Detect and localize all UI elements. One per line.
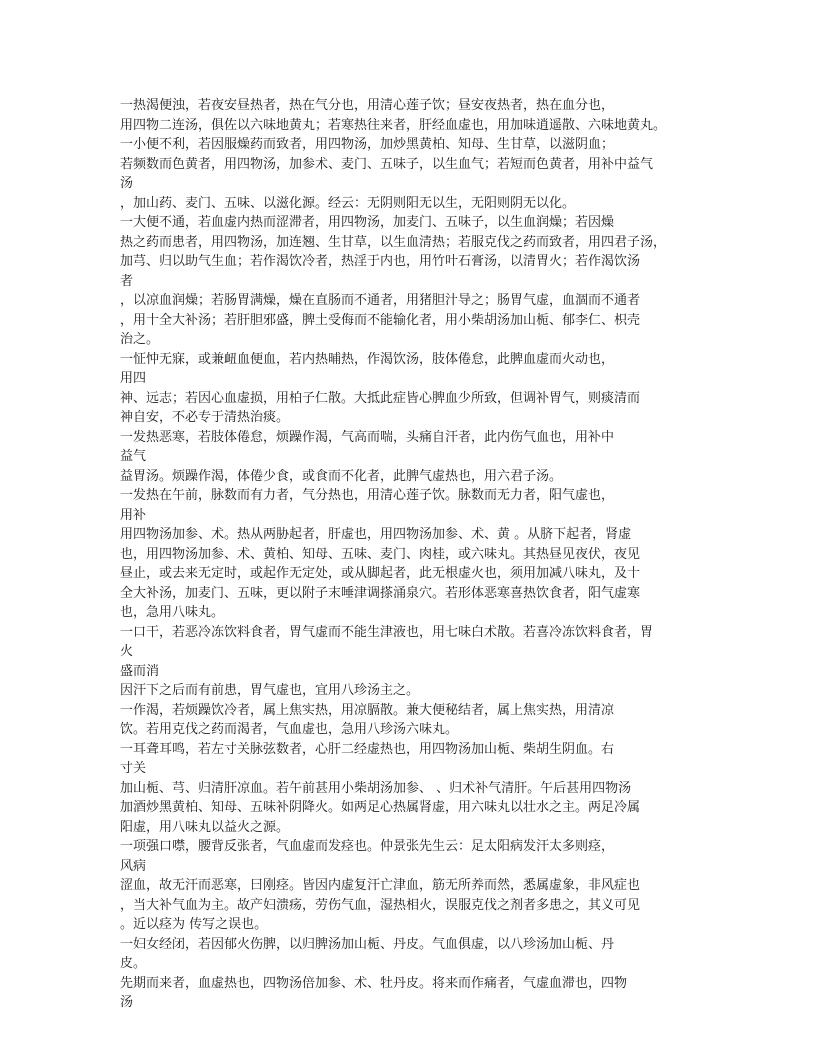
text-line: 一热渴便浊，若夜安昼热者，热在气分也，用清心莲子饮；昼安夜热者，热在血分也， — [120, 98, 615, 113]
text-line: ，加山药、麦门、五味、以滋化源。经云：无阴则阳无以生，无阳则阴无以化。 — [120, 195, 576, 211]
text-line: 热之药而患者，用四物汤，加连翘、生甘草，以生血清热；若服克伐之药而致者，用四君子汤， — [120, 234, 667, 250]
text-line: 一项强口噤，腰背反张者，气血虚而发痉也。仲景张先生云：足太阳病发汗太多则痉， — [120, 839, 615, 854]
text-line: 用四物汤加参、术。热从两胁起者，肝虚也，用四物汤加参、术、黄 。从脐下起者，肾虚 — [120, 527, 632, 542]
text-line: 火 — [120, 644, 134, 659]
text-line: ，用十全大补汤；若肝胆邪盛，脾土受侮而不能输化者，用小柴胡汤加山栀、郁李仁、枳壳 — [120, 312, 641, 328]
text-line: 一大便不通，若血虚内热而涩滞者，用四物汤，加麦门、五味子，以生血润燥；若因燥 — [120, 215, 615, 230]
text-line: 神自安，不必专于清热治痰。 — [120, 410, 290, 425]
text-line: 一怔忡无寐，或兼衄血便血，若内热晡热，作渴饮汤，肢体倦怠，此脾血虚而火动也， — [120, 351, 615, 367]
text-line: 先期而来者，血虚热也，四物汤倍加参、术、牡丹皮。将来而作痛者，气虚血滞也，四物 — [120, 975, 628, 991]
text-line: ，当大补气血为主。故产妇溃疡，劳伤气血，湿热相火，误服克伐之剂者多患之，其义可见 — [120, 897, 641, 913]
text-line: 一小便不利，若因服燥药而致者，用四物汤，加炒黑黄柏、知母、生甘草，以滋阴血； — [120, 137, 615, 152]
text-line: 用四 — [120, 371, 147, 386]
text-line: 益气 — [120, 449, 147, 464]
text-line: 因汗下之后而有前患，胃气虚也，宜用八珍汤主之。 — [120, 683, 420, 698]
text-line: 者 — [120, 273, 134, 289]
text-line: 神、远志；若因心血虚损，用柏子仁散。大抵此症皆心脾血少所致，但调补胃气，则痰清而 — [120, 390, 641, 406]
text-line: 也，急用八味丸。 — [120, 605, 225, 620]
text-line: 加酒炒黑黄柏、知母、五味补阴降火。如两足心热属肾虚，用六味丸以壮水之主。两足冷属 — [120, 800, 641, 815]
text-line: 一妇女经闭，若因郁火伤脾，以归脾汤加山栀、丹皮。气血俱虚，以八珍汤加山栀、丹 — [120, 936, 615, 952]
text-line: 寸关 — [120, 761, 147, 776]
text-line: 盛而消 — [120, 663, 160, 679]
text-line: 汤 — [120, 995, 134, 1010]
text-line: 也，用四物汤加参、术、黄柏、知母、五味、麦门、肉桂，或六味丸。其热昼见夜伏，夜见 — [120, 546, 641, 562]
text-line: 风病 — [120, 858, 147, 874]
text-line: 。近以痉为 传写之误也。 — [120, 917, 268, 932]
text-line: 一耳聋耳鸣，若左寸关脉弦数者，心肝二经虚热也，用四物汤加山栀、柴胡生阴血。右 — [120, 741, 615, 757]
text-line: 汤 — [120, 176, 134, 191]
text-line: ，以凉血润燥；若肠胃满燥，燥在直肠而不通者，用猪胆汁导之；肠胃气虚，血涸而不通者 — [120, 293, 641, 308]
text-line: 益胃汤。烦躁作渴，体倦少食，或食而不化者，此脾气虚热也，用六君子汤。 — [120, 468, 563, 484]
text-line: 治之。 — [120, 332, 160, 347]
text-line: 一口干，若恶冷冻饮料食者，胃气虚而不能生津液也，用七味白术散。若喜冷冻饮料食者，胃 — [120, 624, 654, 640]
text-line: 用补 — [120, 507, 147, 523]
text-line: 加芎、归以助气生血；若作渴饮冷者，热淫于内也，用竹叶石膏汤，以清胃火；若作渴饮汤 — [120, 254, 641, 269]
document-text-body — [120, 96, 700, 1013]
text-line: 阳虚，用八味丸以益火之源。 — [120, 819, 290, 835]
text-line: 一作渴，若烦躁饮冷者，属上焦实热，用凉膈散。兼大便秘结者，属上焦实热，用清凉 — [120, 702, 615, 718]
text-line: 皮。 — [120, 956, 147, 971]
text-line: 全大补汤，加麦门、五味，更以附子末唾津调搽涌泉穴。若形体恶寒喜热饮食者，阳气虚寒 — [120, 585, 641, 601]
text-line: 若频数而色黄者，用四物汤，加参术、麦门、五味子，以生血气；若短而色黄者，用补中益气 — [120, 156, 654, 172]
text-line: 饮。若用克伐之药而渴者，气血虚也，急用八珍汤六味丸。 — [120, 722, 459, 737]
text-line: 加山栀、芎、归清肝凉血。若午前甚用小柴胡汤加参、 、归术补气清肝。午后甚用四物汤 — [120, 780, 632, 796]
text-line: 一发热在午前，脉数而有力者，气分热也，用清心莲子饮。脉数而无力者，阳气虚也， — [120, 488, 615, 503]
text-line: 涩血，故无汗而恶寒，曰刚痉。皆因内虚复汗亡津血，筋无所养而然，悉属虚象，非风症也 — [120, 878, 641, 893]
text-line: 一发热恶寒，若肢体倦怠，烦躁作渴，气高而喘，头痛自汗者，此内伤气血也，用补中 — [120, 429, 615, 445]
text-line: 用四物二连汤，俱佐以六味地黄丸；若寒热往来者，肝经血虚也，用加味逍遥散、六味地黄丸。 — [120, 117, 667, 133]
text-line: 昼止，或去来无定时，或起作无定处，或从脚起者，此无根虚火也，须用加减八味丸，及十 — [120, 566, 641, 581]
